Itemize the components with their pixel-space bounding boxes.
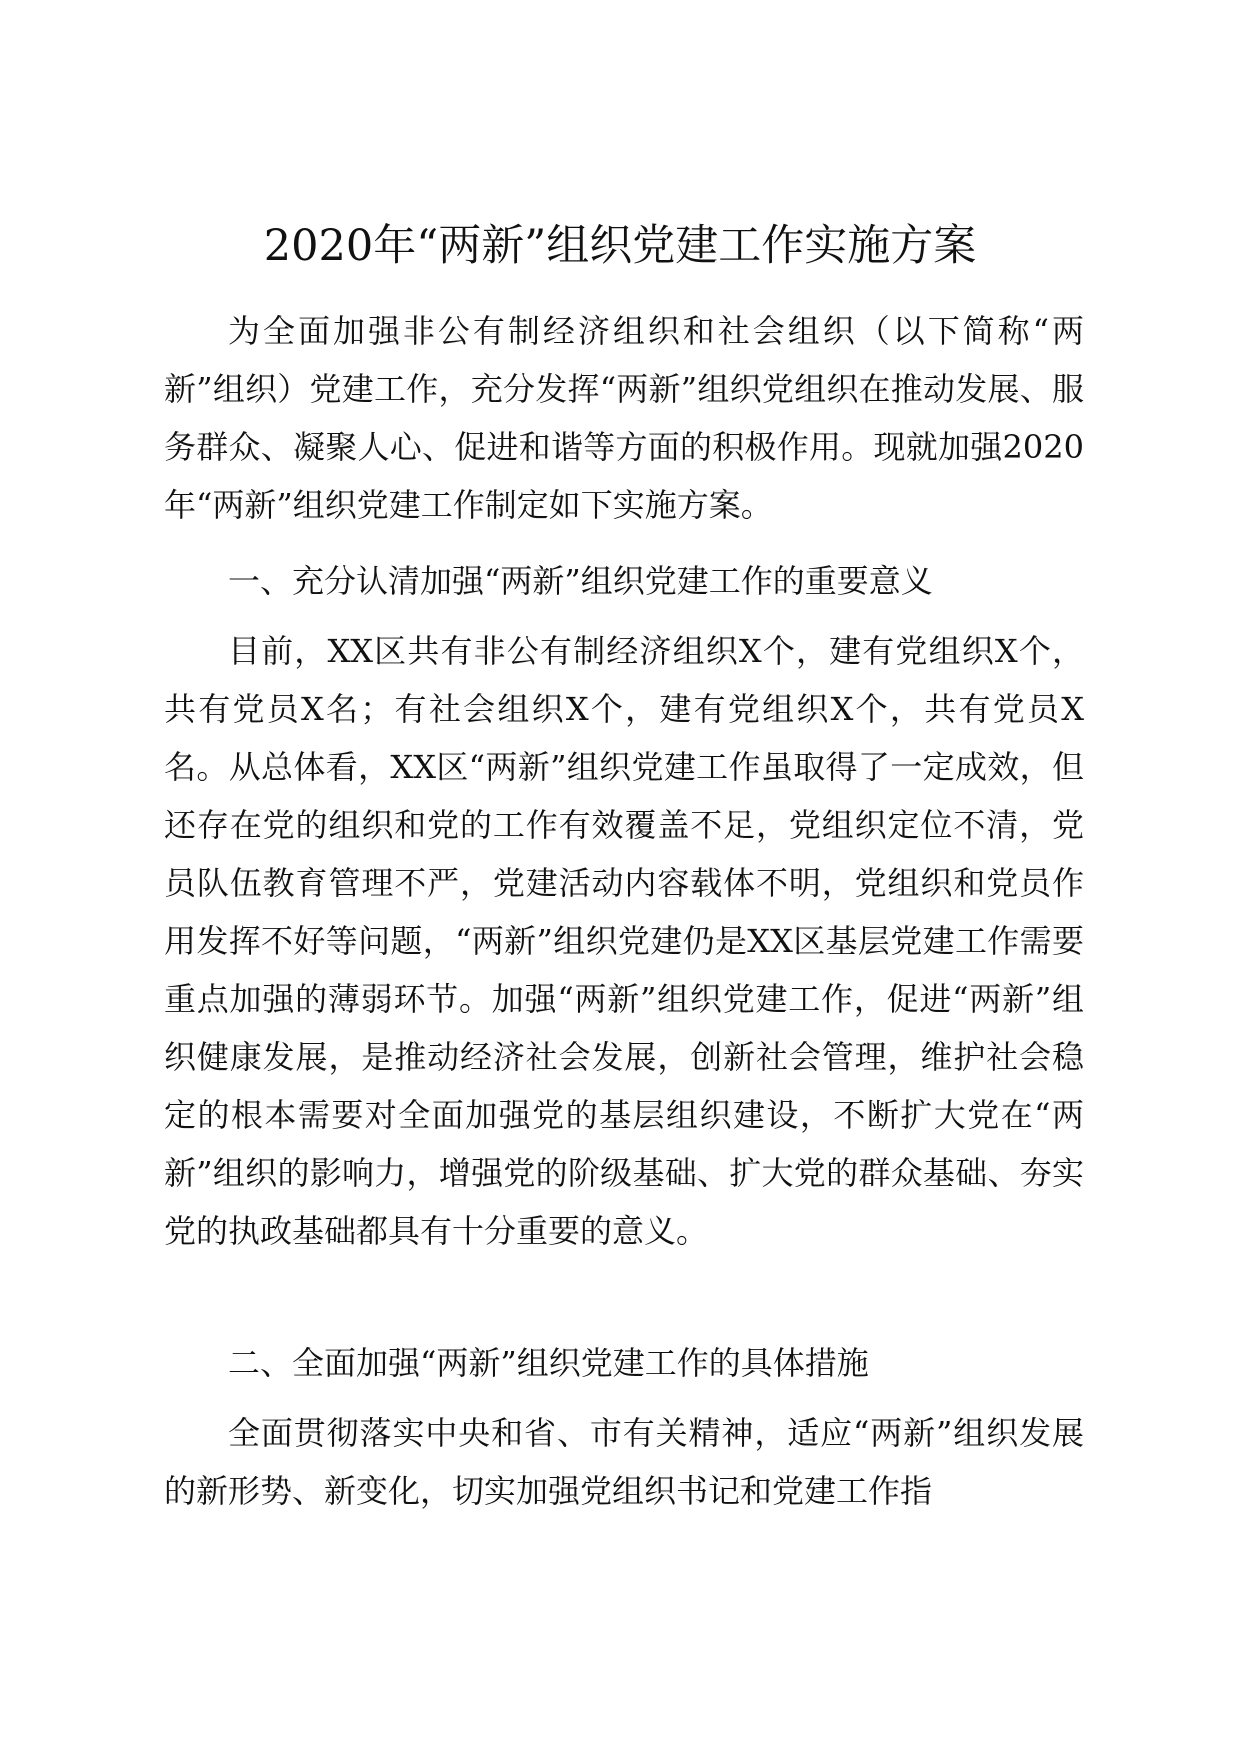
document-title: 2020年“两新”组织党建工作实施方案 [263,221,977,271]
section-1-paragraph: 目前，XX区共有非公有制经济组织X个，建有党组织X个，共有党员X名；有社会组织X个，建有党组织X个，共有党员X名。从总体看，XX区“两新”组织党建工作虽取得了一定成效，但还存在党的组织和党的工作有效覆盖不足，党组织定位不清，党员队伍教育管理不严，党建活动内容载体不明，党组织和党员作用发挥不好等问题，“两新”组织党建仍是XX区基层党建工作需要重点加强的薄弱环节。加强“两新”组织党建工作，促进“两新”组织健康发展，是推动经济社会发展，创新社会管理，维护社会稳定的根本需要对全面加强党的基层组织建设，不断扩大党在“两新”组织的影响力，增强党的阶级基础、扩大党的群众基础、夯实党的执政基础都具有十分重要的意义。 [164,632,1084,1250]
section-1-heading: 一、充分认清加强“两新”组织党建工作的重要意义 [228,562,933,600]
section-2-paragraph: 全面贯彻落实中央和省、市有关精神，适应“两新”组织发展的新形势、新变化，切实加强党组织书记和党建工作指 [164,1414,1084,1510]
section-2-heading: 二、全面加强“两新”组织党建工作的具体措施 [228,1344,869,1382]
intro-paragraph: 为全面加强非公有制经济组织和社会组织（以下简称“两新”组织）党建工作，充分发挥“两新”组织党组织在推动发展、服务群众、凝聚人心、促进和谐等方面的积极作用。现就加强2020年“两新”组织党建工作制定如下实施方案。 [164,312,1084,524]
